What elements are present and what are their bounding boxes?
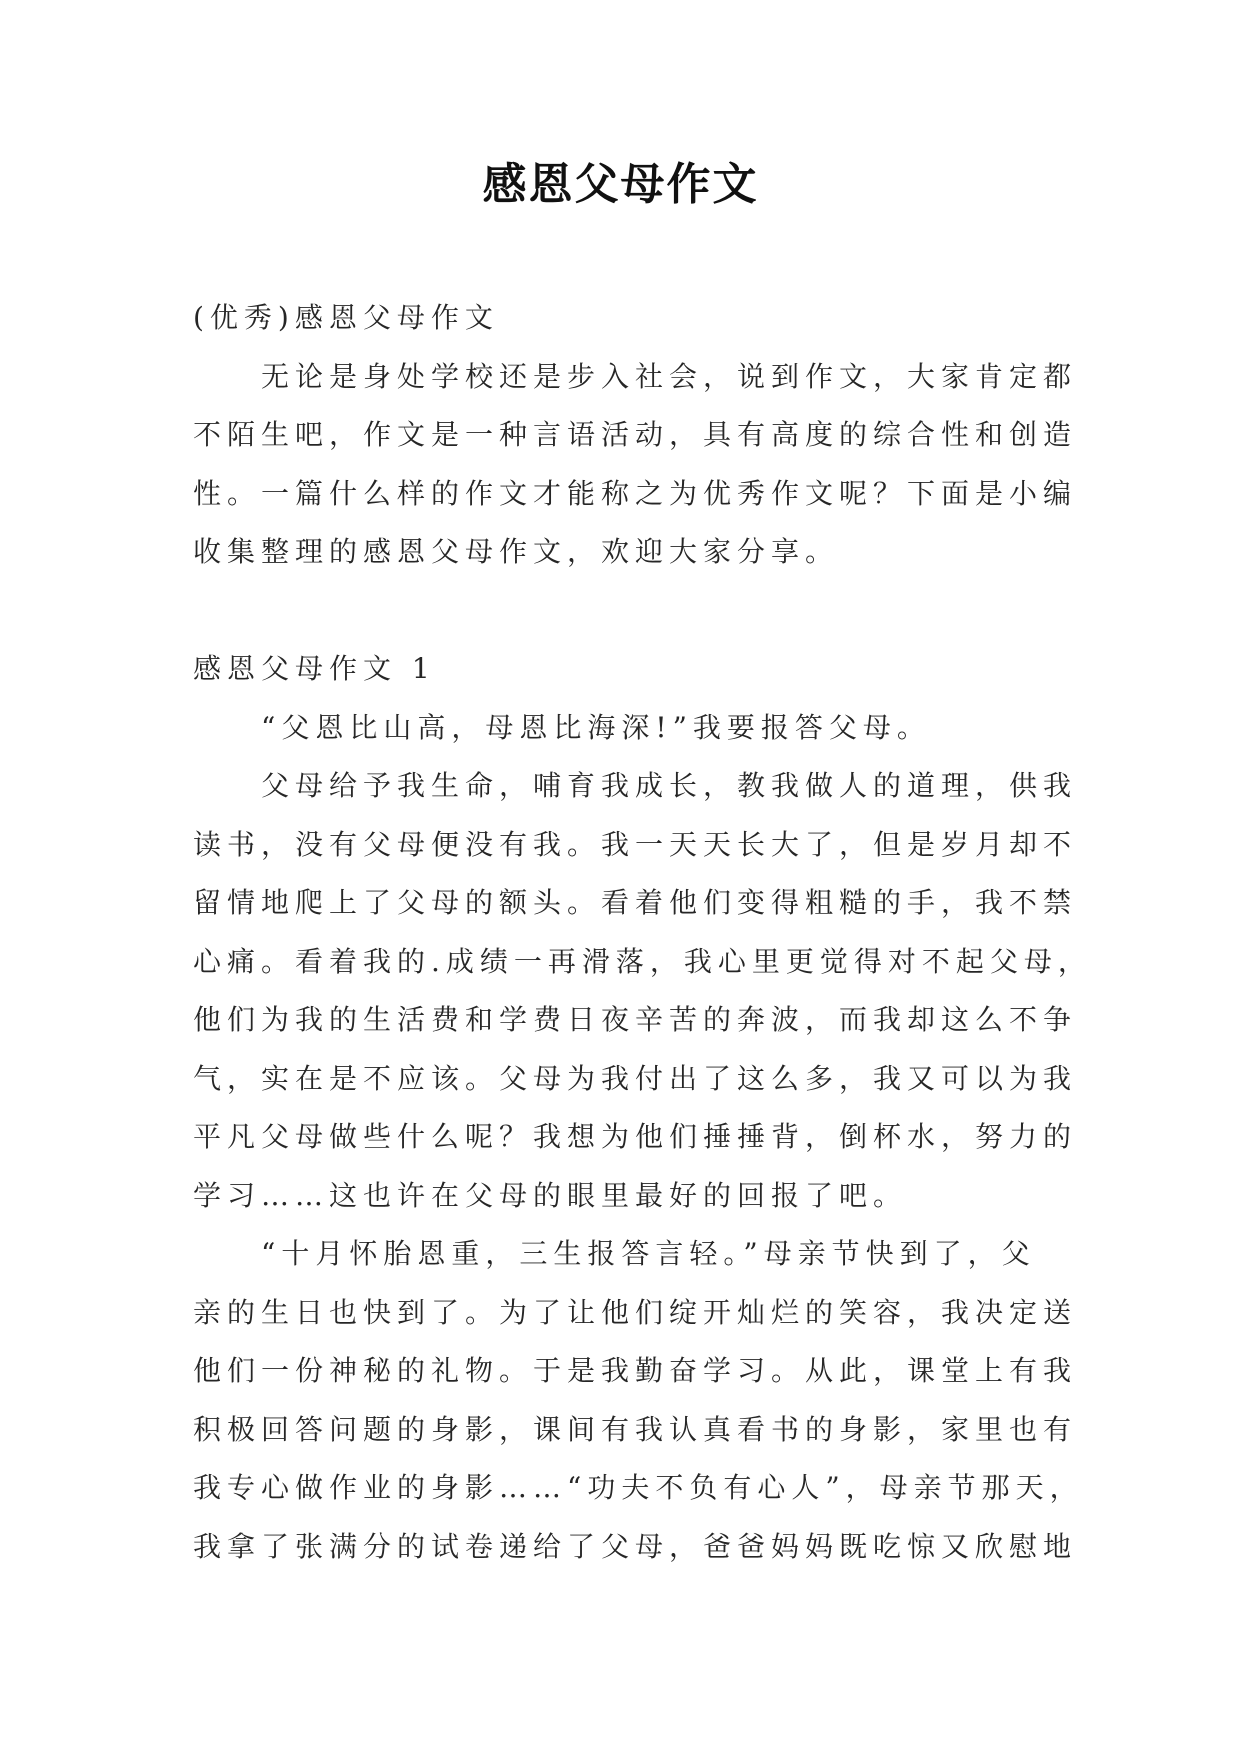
intro-paragraph [193, 348, 1093, 582]
document-body [193, 289, 1093, 1576]
essay-heading: 感恩父母作文 1 [193, 652, 436, 685]
page-title: 感恩父母作文 [482, 159, 759, 210]
paragraph-line: 留情地爬上了父母的额头。看着他们变得粗糙的手，我不禁 [193, 886, 1078, 919]
paragraph-line: “十月怀胎恩重，三生报答言轻。”母亲节快到了，父 [261, 1237, 1036, 1270]
paragraph-line: 他们为我的生活费和学费日夜辛苦的奔波，而我却这么不争 [193, 1003, 1078, 1036]
paragraph-line: 他们一份神秘的礼物。于是我勤奋学习。从此，课堂上有我 [193, 1354, 1078, 1387]
paragraph-line: 平凡父母做些什么呢？我想为他们捶捶背，倒杯水，努力的 [193, 1120, 1078, 1153]
paragraph-line: 亲的生日也快到了。为了让他们绽开灿烂的笑容，我决定送 [193, 1295, 1078, 1329]
essay-paragraph [193, 757, 1093, 1225]
paragraph-line: 气，实在是不应该。父母为我付出了这么多，我又可以为我 [193, 1061, 1078, 1095]
paragraph-line: “父恩比山高，母恩比海深!”我要报答父母。 [261, 710, 931, 744]
paragraph-line: 积极回答问题的身影，课间有我认真看书的身影，家里也有 [193, 1412, 1078, 1446]
paragraph-line: 学习……这也许在父母的眼里最好的回报了吧。 [193, 1178, 908, 1212]
paragraph-line: 心痛。看着我的.成绩一再滑落，我心里更觉得对不起父母， [193, 944, 1092, 978]
paragraph-line: 读书，没有父母便没有我。我一天天长大了，但是岁月却不 [193, 827, 1078, 861]
paragraph-line: 我拿了张满分的试卷递给了父母，爸爸妈妈既吃惊又欣慰地 [193, 1529, 1078, 1563]
document-subtitle: (优秀)感恩父母作文 [193, 301, 499, 334]
essay-paragraph [193, 1225, 1093, 1576]
paragraph-line: 收集整理的感恩父母作文，欢迎大家分享。 [193, 535, 840, 568]
paragraph-line: 父母给予我生命，哺育我成长，教我做人的道理，供我 [261, 769, 1078, 802]
essay-paragraph [193, 699, 1093, 758]
paragraph-line: 无论是身处学校还是步入社会，说到作文，大家肯定都 [261, 359, 1078, 393]
paragraph-line: 我专心做作业的身影……“功夫不负有心人”，母亲节那天， [193, 1471, 1084, 1504]
essay-section [193, 640, 1093, 1576]
paragraph-line: 不陌生吧，作文是一种言语活动，具有高度的综合性和创造 [193, 418, 1078, 451]
paragraph-line: 性。一篇什么样的作文才能称之为优秀作文呢？下面是小编 [193, 476, 1078, 510]
